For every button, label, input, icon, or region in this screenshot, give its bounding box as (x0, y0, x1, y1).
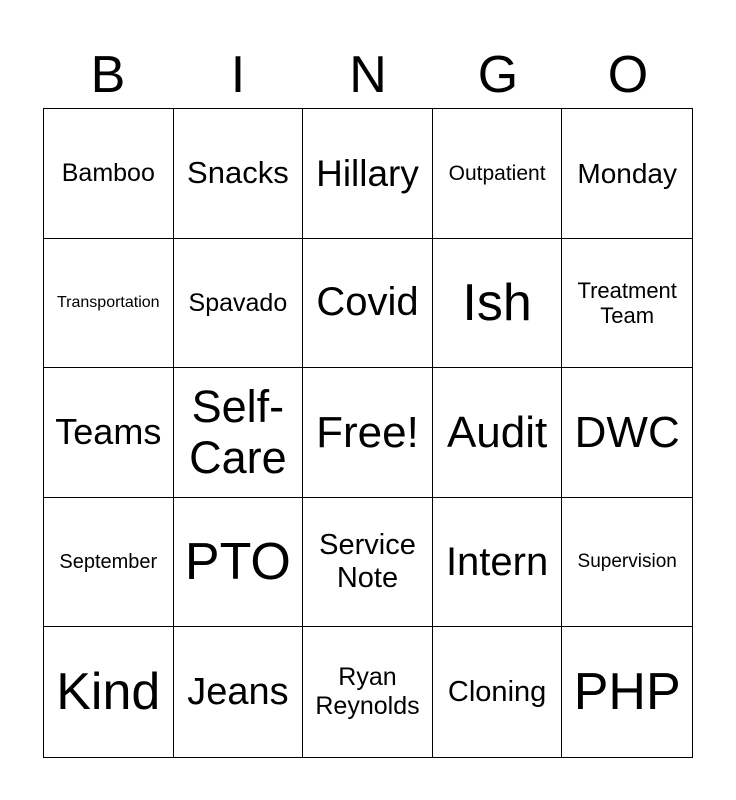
bingo-cell[interactable] (174, 498, 304, 628)
cell-text: Ish (462, 273, 532, 332)
bingo-cell[interactable] (44, 368, 174, 498)
header-letter-i: I (230, 46, 246, 104)
bingo-cell[interactable] (44, 109, 174, 239)
bingo-cell[interactable] (44, 627, 174, 757)
bingo-cell[interactable] (303, 109, 433, 239)
header-letter-g: G (477, 46, 519, 104)
header-letter-n: N (349, 46, 387, 104)
cell-text: PHP (573, 663, 681, 722)
cell-text: Ryan Reynolds (315, 663, 420, 721)
bingo-cell[interactable] (562, 368, 692, 498)
cell-text: Treatment Team (577, 277, 677, 328)
cell-text: Jeans (187, 670, 289, 713)
cell-text: September (59, 550, 158, 573)
bingo-cell[interactable] (562, 498, 692, 628)
cell-text: Cloning (447, 675, 547, 708)
bingo-cell[interactable] (303, 368, 433, 498)
bingo-header (43, 42, 693, 108)
bingo-cell[interactable] (174, 109, 304, 239)
cell-text: Free! (316, 407, 419, 457)
cell-text: PTO (184, 532, 291, 591)
cell-text: Outpatient (448, 161, 546, 185)
bingo-cell[interactable] (433, 368, 563, 498)
bingo-cell[interactable] (433, 627, 563, 757)
header-letter-b: B (90, 46, 126, 104)
bingo-cell[interactable] (303, 239, 433, 369)
cell-text: Transportation (57, 293, 160, 311)
bingo-cell[interactable] (174, 627, 304, 757)
bingo-cell[interactable] (303, 627, 433, 757)
bingo-cell[interactable] (174, 239, 304, 369)
cell-text: Intern (445, 539, 549, 584)
cell-text: Self-Care (189, 380, 287, 484)
cell-text: Teams (55, 411, 162, 453)
bingo-cell[interactable] (562, 239, 692, 369)
bingo-cell[interactable] (433, 498, 563, 628)
cell-text: Kind (56, 663, 161, 722)
cell-text: Audit (446, 407, 548, 457)
cell-text: Hillary (316, 152, 419, 194)
bingo-cell[interactable] (433, 109, 563, 239)
bingo-cell[interactable] (44, 498, 174, 628)
bingo-cell[interactable] (44, 239, 174, 369)
bingo-grid (43, 108, 693, 758)
bingo-cell[interactable] (174, 368, 304, 498)
cell-text: Spavado (188, 288, 288, 317)
bingo-cell[interactable] (562, 109, 692, 239)
cell-text: Monday (577, 157, 677, 189)
cell-text: Covid (316, 280, 419, 325)
cell-text: Bamboo (61, 159, 155, 188)
bingo-cell[interactable] (562, 627, 692, 757)
bingo-cell[interactable] (303, 498, 433, 628)
cell-text: DWC (574, 407, 680, 457)
header-letter-o: O (607, 46, 649, 104)
bingo-cell[interactable] (433, 239, 563, 369)
cell-text: Snacks (187, 154, 289, 190)
cell-text: Service Note (319, 528, 416, 595)
cell-text: Supervision (577, 551, 677, 573)
